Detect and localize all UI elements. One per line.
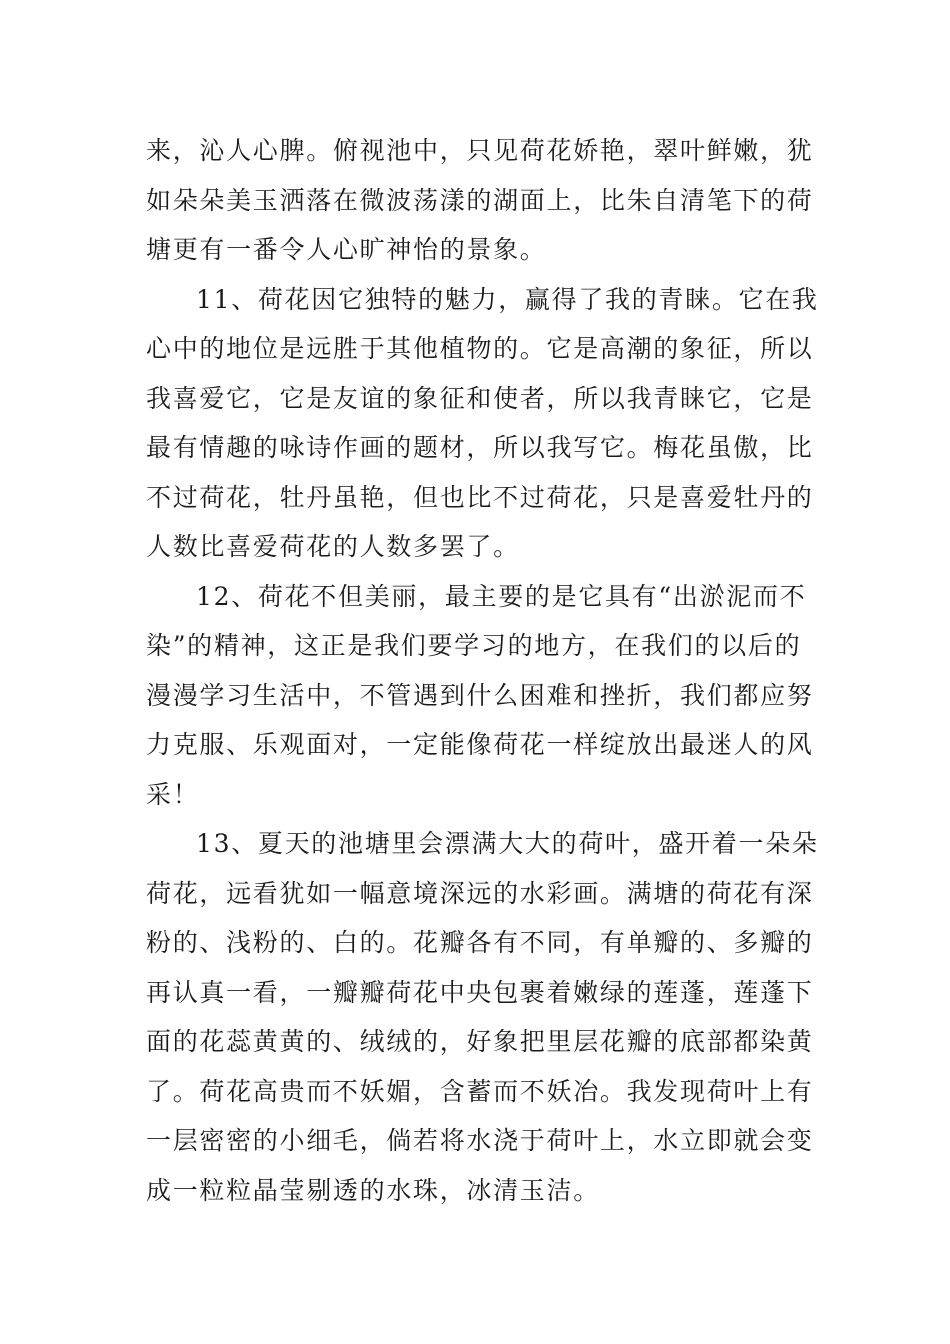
text-line: 11、荷花因它独特的魅力，赢得了我的青睐。它在我: [196, 284, 819, 314]
paragraph-13: [146, 819, 819, 1215]
text-line: 再认真一看，一瓣瓣荷花中央包裹着嫩绿的莲蓬，莲蓬下: [146, 977, 814, 1007]
text-line: 染”的精神，这正是我们要学习的地方，在我们的以后的: [146, 631, 802, 660]
text-line: 一层密密的小细毛，倘若将水浇于荷叶上，水立即就会变: [146, 1126, 814, 1155]
text-line: 如朵朵美玉洒落在微波荡漾的湖面上，比朱自清笔下的荷: [146, 185, 814, 215]
text-line: 成一粒粒晶莹剔透的水珠，冰清玉洁。: [146, 1175, 600, 1205]
text-line: 来，沁人心脾。俯视池中，只见荷花娇艳，翠叶鲜嫩，犹: [146, 136, 814, 165]
text-line: 塘更有一番令人心旷神怡的景象。: [146, 235, 547, 264]
text-line: 人数比喜爱荷花的人数多罢了。: [146, 532, 520, 561]
text-line: 13、夏天的池塘里会漂满大大的荷叶，盛开着一朵朵: [196, 829, 819, 858]
text-line: 心中的地位是远胜于其他植物的。它是高潮的象征，所以: [146, 334, 814, 363]
paragraph-continuation: [146, 126, 814, 275]
text-line: 我喜爱它，它是友谊的象征和使者，所以我青睐它，它是: [146, 383, 814, 413]
text-line: 采！: [146, 779, 200, 809]
text-line: 力克服、乐观面对，一定能像荷花一样绽放出最迷人的风: [146, 730, 814, 759]
document-body: [146, 126, 819, 1215]
text-line: 粉的、浅粉的、白的。花瓣各有不同，有单瓣的、多瓣的: [146, 928, 814, 957]
text-line: 不过荷花，牡丹虽艳，但也比不过荷花，只是喜爱牡丹的: [146, 482, 814, 512]
text-line: 面的花蕊黄黄的、绒绒的，好象把里层花瓣的底部都染黄: [146, 1027, 814, 1056]
paragraph-12: [146, 572, 814, 820]
paragraph-11: [146, 275, 819, 572]
text-line: 最有情趣的咏诗作画的题材，所以我写它。梅花虽傲，比: [146, 433, 814, 462]
text-line: 漫漫学习生活中，不管遇到什么困难和挫折，我们都应努: [146, 680, 814, 710]
text-line: 荷花，远看犹如一幅意境深远的水彩画。满塘的荷花有深: [146, 878, 814, 908]
text-line: 了。荷花高贵而不妖媚，含蓄而不妖冶。我发现荷叶上有: [146, 1076, 814, 1106]
text-line: 12、荷花不但美丽，最主要的是它具有“出淤泥而不: [196, 581, 807, 611]
